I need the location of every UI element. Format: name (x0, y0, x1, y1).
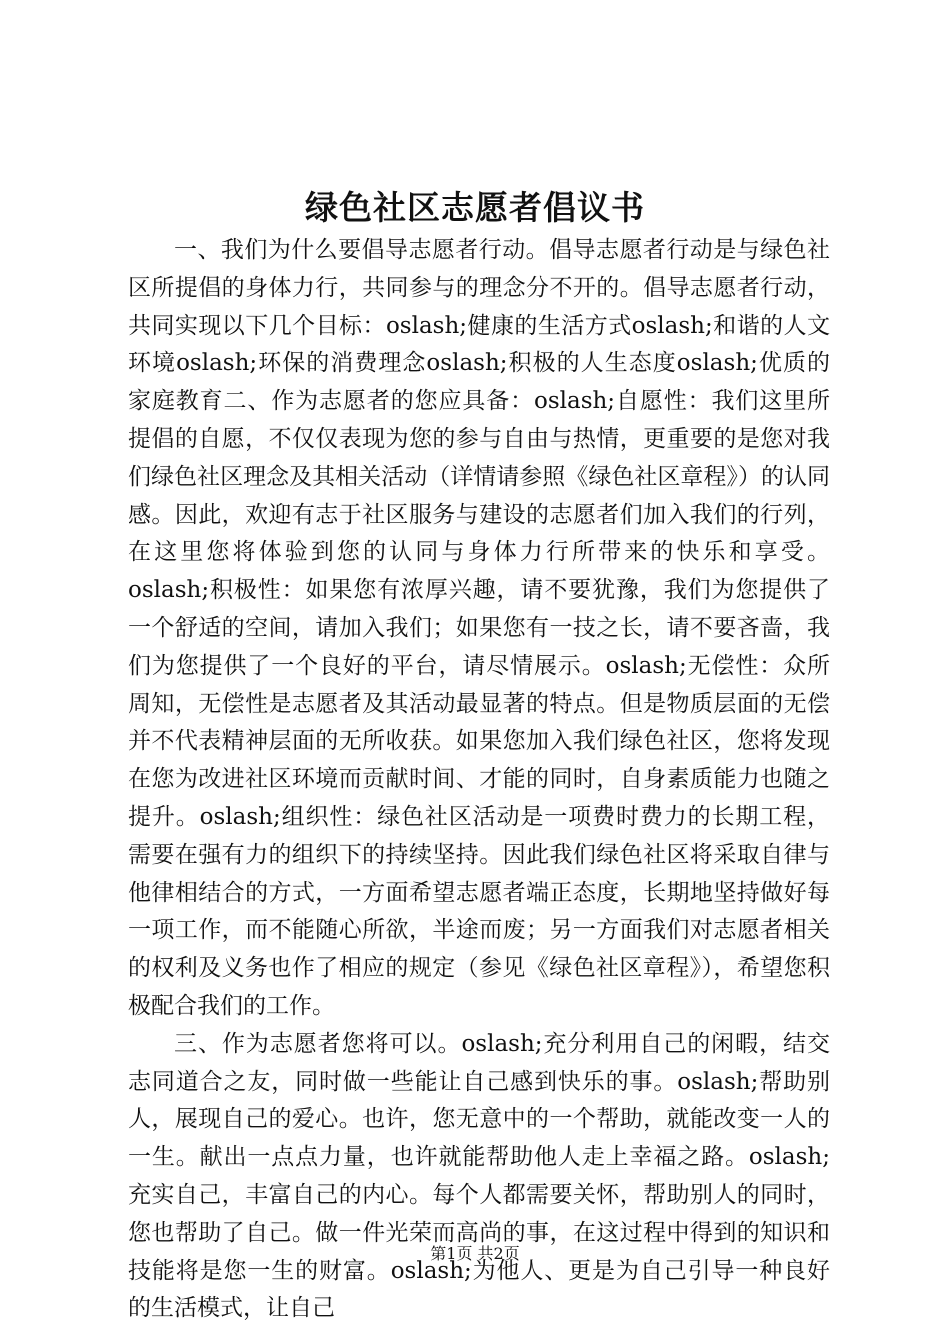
body-paragraph-2: 三、作为志愿者您将可以。oslash;充分利用自己的闲暇，结交志同道合之友，同时做一些能让自己感到快乐的事。oslash;帮助别人，展现自己的爱心。也许，您无意中的一个帮助，就能改变一人的一生。献出一点点力量，也许就能帮助他人走上幸福之路。oslash;充实自己，丰富自己的内心。每个人都需要关怀，帮助别人的同时，您也帮助了自己。做一件光荣而高尚的事，在这过程中得到的知识和技能将是您一生的财富。oslash;为他人、更是为自己引导一种良好的生活模式，让自己 (128, 1030, 830, 1322)
body-paragraph-1: 一、我们为什么要倡导志愿者行动。倡导志愿者行动是与绿色社区所提倡的身体力行，共同参与的理念分不开的。倡导志愿者行动，共同实现以下几个目标：oslash;健康的生活方式oslash;和谐的人文环境oslash;环保的消费理念oslash;积极的人生态度oslash;优质的家庭教育二、作为志愿者的您应具备：oslash;自愿性：我们这里所提倡的自愿，不仅仅表现为您的参与自由与热情，更重要的是您对我们绿色社区理念及其相关活动（详情请参照《绿色社区章程》）的认同感。因此，欢迎有志于社区服务与建设的志愿者们加入我们的行列，在这里您将体验到您的认同与身体力行所带来的快乐和享受。oslash;积极性：如果您有浓厚兴趣，请不要犹豫，我们为您提供了一个舒适的空间，请加入我们；如果您有一技之长，请不要吝啬，我们为您提供了一个良好的平台，请尽情展示。oslash;无偿性：众所周知，无偿性是志愿者及其活动最显著的特点。但是物质层面的无偿并不代表精神层面的无所收获。如果您加入我们绿色社区，您将发现在您为改进社区环境而贡献时间、才能的同时，自身素质能力也随之提升。oslash;组织性：绿色社区活动是一项费时费力的长期工程，需要在强有力的组织下的持续坚持。因此我们绿色社区将采取自律与他律相结合的方式，一方面希望志愿者端正态度，长期地坚持做好每一项工作，而不能随心所欲，半途而废；另一方面我们对志愿者相关的权利及义务也作了相应的规定（参见《绿色社区章程》），希望您积极配合我们的工作。 (128, 237, 830, 1019)
document-body (128, 232, 830, 1328)
page-number-footer: 第1页 共2页 (430, 1244, 520, 1263)
document-title: 绿色社区志愿者倡议书 (305, 188, 645, 227)
